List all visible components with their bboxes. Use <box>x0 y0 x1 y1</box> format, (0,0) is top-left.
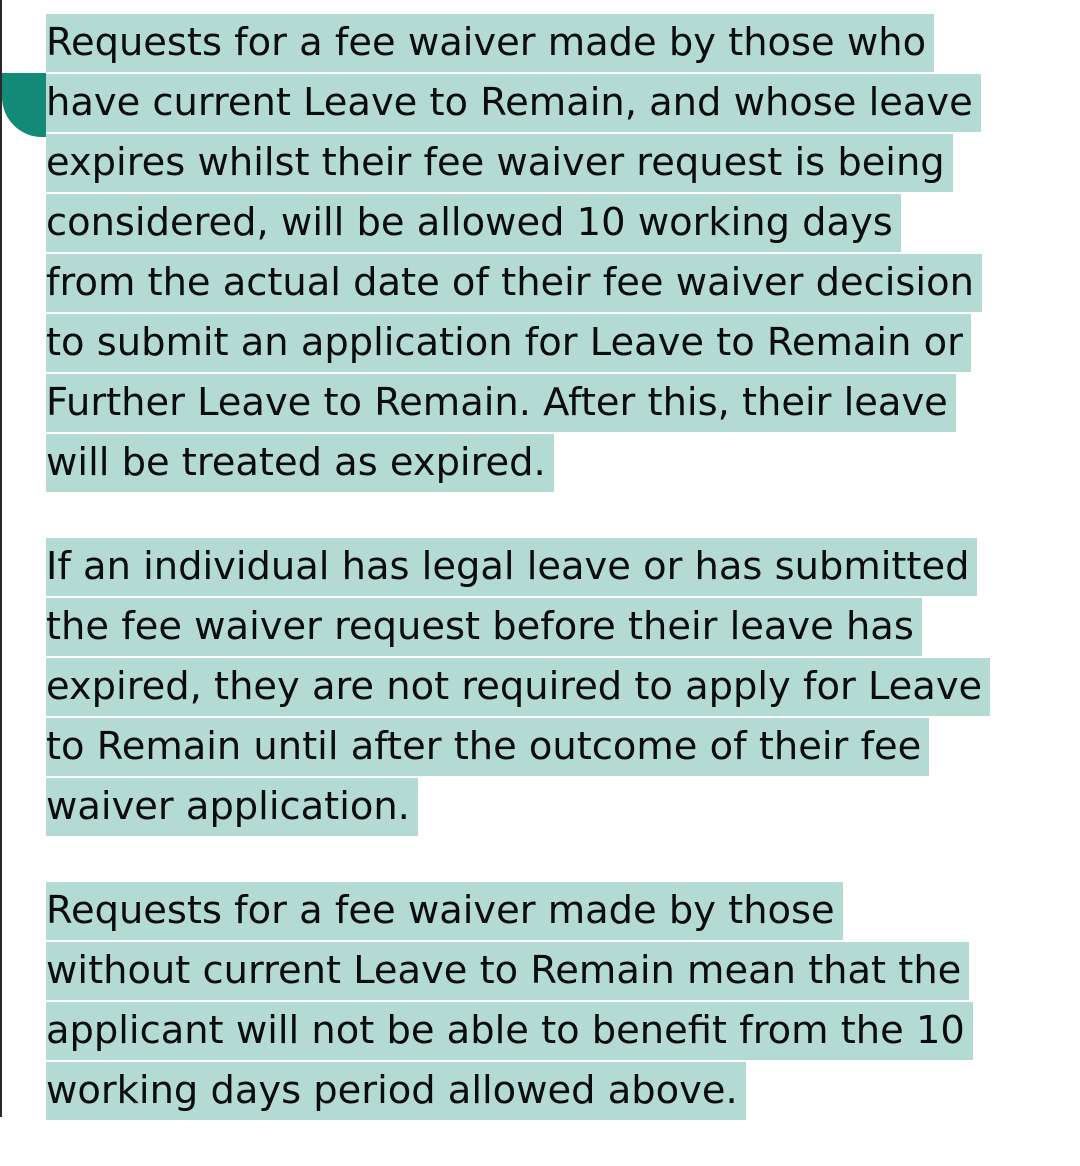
paragraph-leave-to-remain[interactable] <box>46 14 1056 494</box>
text-line: to submit an application for Leave to Remain or <box>46 314 1056 374</box>
text-line: working days period allowed above. <box>46 1062 1056 1122</box>
text-line: will be treated as expired. <box>46 434 1056 494</box>
document-body <box>46 14 1056 1166</box>
text-line: without current Leave to Remain mean that the <box>46 942 1056 1002</box>
text-line: If an individual has legal leave or has submitted <box>46 538 1056 598</box>
text-line: Further Leave to Remain. After this, their leave <box>46 374 1056 434</box>
text-line: the fee waiver request before their leave has <box>46 598 1056 658</box>
screen-left-edge <box>0 0 2 1117</box>
text-line: expires whilst their fee waiver request is being <box>46 134 1056 194</box>
paragraph-without-leave[interactable] <box>46 882 1056 1122</box>
text-line: from the actual date of their fee waiver decision <box>46 254 1056 314</box>
text-line: have current Leave to Remain, and whose leave <box>46 74 1056 134</box>
text-line: expired, they are not required to apply for Leave <box>46 658 1056 718</box>
text-selection-handle[interactable] <box>2 73 46 137</box>
text-line: applicant will not be able to benefit from the 10 <box>46 1002 1056 1062</box>
paragraph-legal-leave[interactable] <box>46 538 1056 838</box>
text-line: to Remain until after the outcome of their fee <box>46 718 1056 778</box>
text-line: considered, will be allowed 10 working days <box>46 194 1056 254</box>
text-line: waiver application. <box>46 778 1056 838</box>
text-line: Requests for a fee waiver made by those <box>46 882 1056 942</box>
text-line: Requests for a fee waiver made by those who <box>46 14 1056 74</box>
